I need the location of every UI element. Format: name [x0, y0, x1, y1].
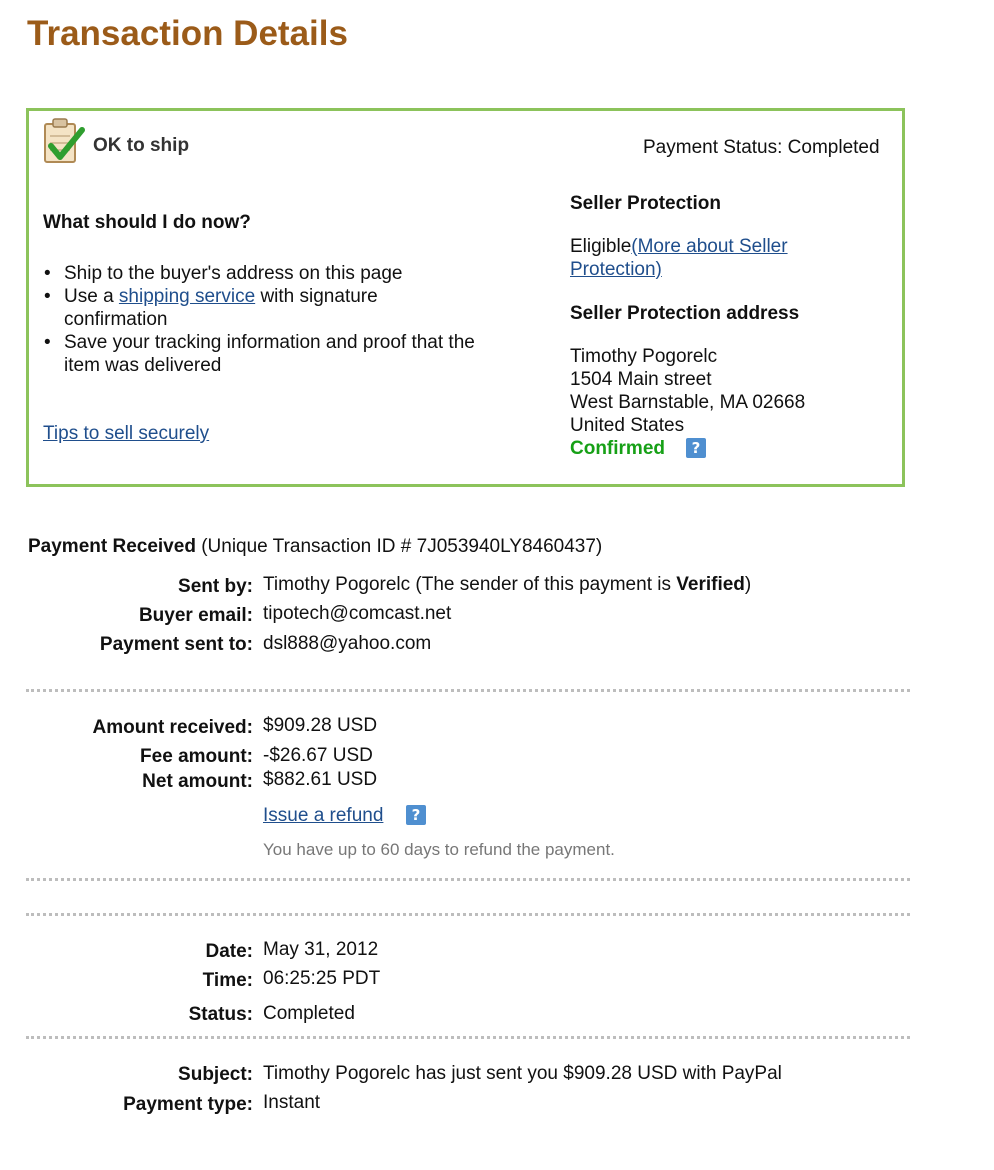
instructions-list: [42, 262, 534, 377]
issue-refund-link[interactable]: Issue a refund: [263, 805, 384, 826]
help-icon[interactable]: ?: [406, 805, 426, 825]
page-title: Transaction Details: [27, 14, 348, 53]
transaction-id: (Unique Transaction ID # 7J053940LY8460437): [201, 536, 603, 557]
address-street: 1504 Main street: [570, 369, 712, 390]
status-value: Completed: [263, 1003, 355, 1024]
ok-to-ship-label: OK to ship: [93, 135, 190, 156]
net-amount-value: $882.61 USD: [263, 769, 378, 790]
payment-sent-to-value: dsl888@yahoo.com: [263, 633, 432, 654]
more-about-seller-protection-link-line2[interactable]: Protection): [570, 259, 662, 280]
buyer-email-value: tipotech@comcast.net: [263, 603, 452, 624]
tips-to-sell-securely-link[interactable]: Tips to sell securely: [43, 423, 210, 444]
seller-protection-address-heading: Seller Protection address: [570, 303, 800, 324]
fee-amount-label: Fee amount:: [140, 746, 253, 767]
payment-type-value: Instant: [263, 1092, 321, 1113]
shipping-service-link[interactable]: shipping service: [118, 286, 256, 307]
clipboard-check-icon: [42, 116, 86, 166]
eligible-text: Eligible: [570, 236, 632, 257]
more-about-seller-protection-link[interactable]: (More about Seller: [631, 236, 788, 257]
fee-amount-value: -$26.67 USD: [263, 745, 373, 766]
payment-received-label: Payment Received: [28, 536, 196, 557]
date-value: May 31, 2012: [263, 939, 379, 960]
date-label: Date:: [205, 941, 253, 962]
sent-by-label: Sent by:: [178, 576, 253, 597]
help-icon[interactable]: ?: [686, 438, 706, 458]
list-item: • Ship to the buyer's address on this page: [42, 262, 534, 285]
address-city: West Barnstable, MA 02668: [570, 392, 806, 413]
payment-sent-to-label: Payment sent to:: [99, 634, 253, 655]
address-name: Timothy Pogorelc: [570, 346, 718, 367]
divider: [26, 878, 910, 881]
subject-label: Subject:: [178, 1064, 253, 1085]
list-item: • Use a shipping service with signature confirmation: [42, 285, 534, 331]
time-value: 06:25:25 PDT: [263, 968, 381, 989]
seller-protection-eligibility: [570, 236, 788, 258]
subject-value: Timothy Pogorelc has just sent you $909.28 USD with PayPal: [263, 1063, 782, 1084]
list-item: • Save your tracking information and proof that the item was delivered: [42, 331, 534, 377]
address-country: United States: [570, 415, 685, 436]
buyer-email-label: Buyer email:: [138, 605, 253, 626]
amount-received-value: $909.28 USD: [263, 715, 378, 736]
what-to-do-heading: What should I do now?: [43, 212, 251, 233]
payment-received-line: [28, 536, 602, 558]
sent-by-value: Timothy Pogorelc (The sender of this payment is Verified): [263, 574, 752, 595]
divider: [26, 913, 910, 916]
status-label: Status:: [188, 1004, 253, 1025]
seller-protection-heading: Seller Protection: [570, 193, 721, 214]
verified-text: Verified: [676, 574, 745, 595]
payment-type-label: Payment type:: [123, 1094, 253, 1115]
time-label: Time:: [202, 970, 253, 991]
divider: [26, 689, 910, 692]
amount-received-label: Amount received:: [92, 717, 253, 738]
divider: [26, 1036, 910, 1039]
payment-status-text: Payment Status: Completed: [643, 137, 880, 158]
address-confirmed-status: Confirmed: [570, 438, 665, 459]
net-amount-label: Net amount:: [142, 771, 253, 792]
refund-note: You have up to 60 days to refund the payment.: [263, 840, 615, 859]
